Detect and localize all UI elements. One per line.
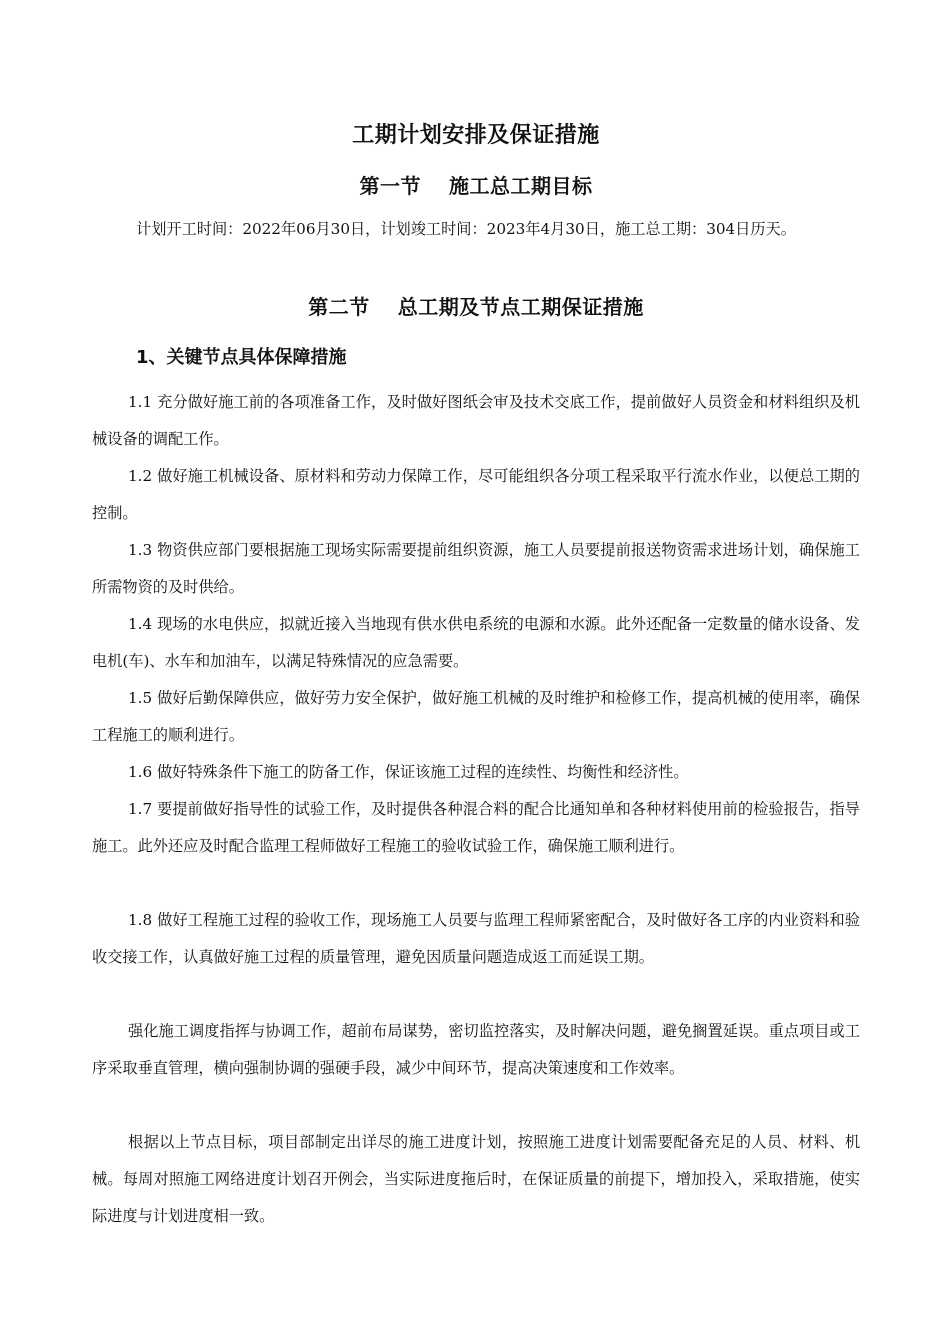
paragraph-1-2: 1.2 做好施工机械设备、原材料和劳动力保障工作，尽可能组织各分项工程采取平行流水作业，以便总工期的控制。 xyxy=(92,467,860,522)
section-1-heading xyxy=(92,170,860,199)
section-2-number: 第二节 xyxy=(308,295,370,319)
paragraph-1-1: 1.1 充分做好施工前的各项准备工作，及时做好图纸会审及技术交底工作，提前做好人员资金和材料组织及机械设备的调配工作。 xyxy=(92,393,860,448)
section-2-subheading: 1、关键节点具体保障措施 xyxy=(136,347,347,368)
paragraph-1-8: 1.8 做好工程施工过程的验收工作，现场施工人员要与监理工程师紧密配合，及时做好各工序的内业资料和验收交接工作，认真做好施工过程的质量管理，避免因质量问题造成返工而延误工期。 xyxy=(92,911,860,966)
paragraph-1-5: 1.5 做好后勤保障供应，做好劳力安全保护，做好施工机械的及时维护和检修工作，提高机械的使用率，确保工程施工的顺利进行。 xyxy=(92,689,860,744)
section-1-title: 施工总工期目标 xyxy=(449,174,593,198)
paragraph-1-3: 1.3 物资供应部门要根据施工现场实际需要提前组织资源，施工人员要提前报送物资需求进场计划，确保施工所需物资的及时供给。 xyxy=(92,541,860,596)
section-1-number: 第一节 xyxy=(359,174,421,198)
paragraph-1-7: 1.7 要提前做好指导性的试验工作，及时提供各种混合料的配合比通知单和各种材料使用前的检验报告，指导施工。此外还应及时配合监理工程师做好工程施工的验收试验工作，确保施工顺利进行。 xyxy=(92,800,860,855)
section-2-heading xyxy=(92,291,860,320)
paragraph-1-4: 1.4 现场的水电供应，拟就近接入当地现有供水供电系统的电源和水源。此外还配备一定数量的储水设备、发电机(车)、水车和加油车，以满足特殊情况的应急需要。 xyxy=(92,615,860,670)
paragraph-schedule: 根据以上节点目标，项目部制定出详尽的施工进度计划，按照施工进度计划需要配备充足的人员、材料、机械。每周对照施工网络进度计划召开例会，当实际进度拖后时，在保证质量的前提下，增加投入，采取措施，使实际进度与计划进度相一致。 xyxy=(92,1133,860,1225)
paragraph-dispatch: 强化施工调度指挥与协调工作，超前布局谋势，密切监控落实，及时解决问题，避免搁置延误。重点项目或工序采取垂直管理，横向强制协调的强硬手段，减少中间环节，提高决策速度和工作效率。 xyxy=(92,1022,860,1077)
section-2-title: 总工期及节点工期保证措施 xyxy=(397,295,644,319)
document-title: 工期计划安排及保证措施 xyxy=(352,123,600,148)
document-page xyxy=(92,0,860,1344)
paragraph-1-6: 1.6 做好特殊条件下施工的防备工作，保证该施工过程的连续性、均衡性和经济性。 xyxy=(128,763,689,781)
section-1-paragraph: 计划开工时间：2022年06月30日，计划竣工时间：2023年4月30日，施工总工期：304日历天。 xyxy=(136,220,796,238)
